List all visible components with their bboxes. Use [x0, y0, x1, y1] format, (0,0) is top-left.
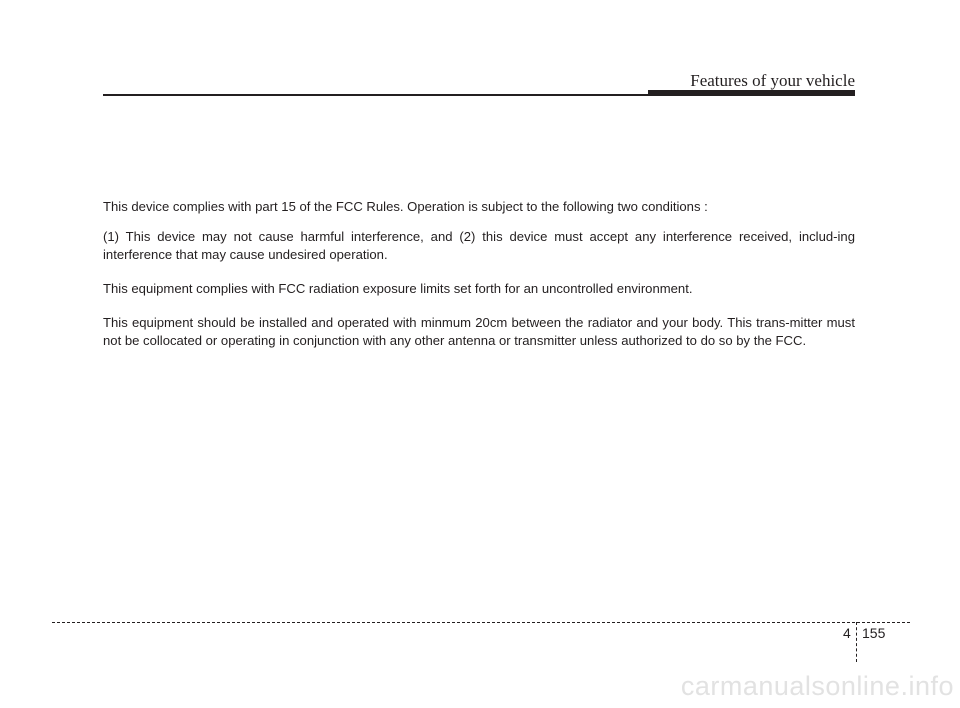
chapter-number: 4	[843, 625, 851, 641]
paragraph-conditions: (1) This device may not cause harmful interference, and (2) this device must accept any interference received, includ-ing interference that may cause undesired operation.	[103, 229, 855, 262]
paragraph-installation: This equipment should be installed and operated with minmum 20cm between the radiator and your body. This trans-mitter must not be collocated or operating in conjunction with any other antenna or transmitter unless authorized to do so by the FCC.	[103, 315, 855, 348]
footer-divider	[856, 622, 857, 662]
header-rule-accent	[648, 90, 855, 96]
section-title: Features of your vehicle	[690, 71, 855, 90]
page-number: 155	[862, 625, 886, 641]
watermark: carmanualsonline.info	[680, 671, 954, 701]
body-content	[103, 198, 855, 362]
paragraph-exposure-limits: This equipment complies with FCC radiation exposure limits set forth for an uncontrolled environment.	[103, 281, 693, 296]
footer-rule	[52, 622, 910, 623]
paragraph-fcc-compliance: This device complies with part 15 of the FCC Rules. Operation is subject to the following two conditions :	[103, 199, 708, 214]
